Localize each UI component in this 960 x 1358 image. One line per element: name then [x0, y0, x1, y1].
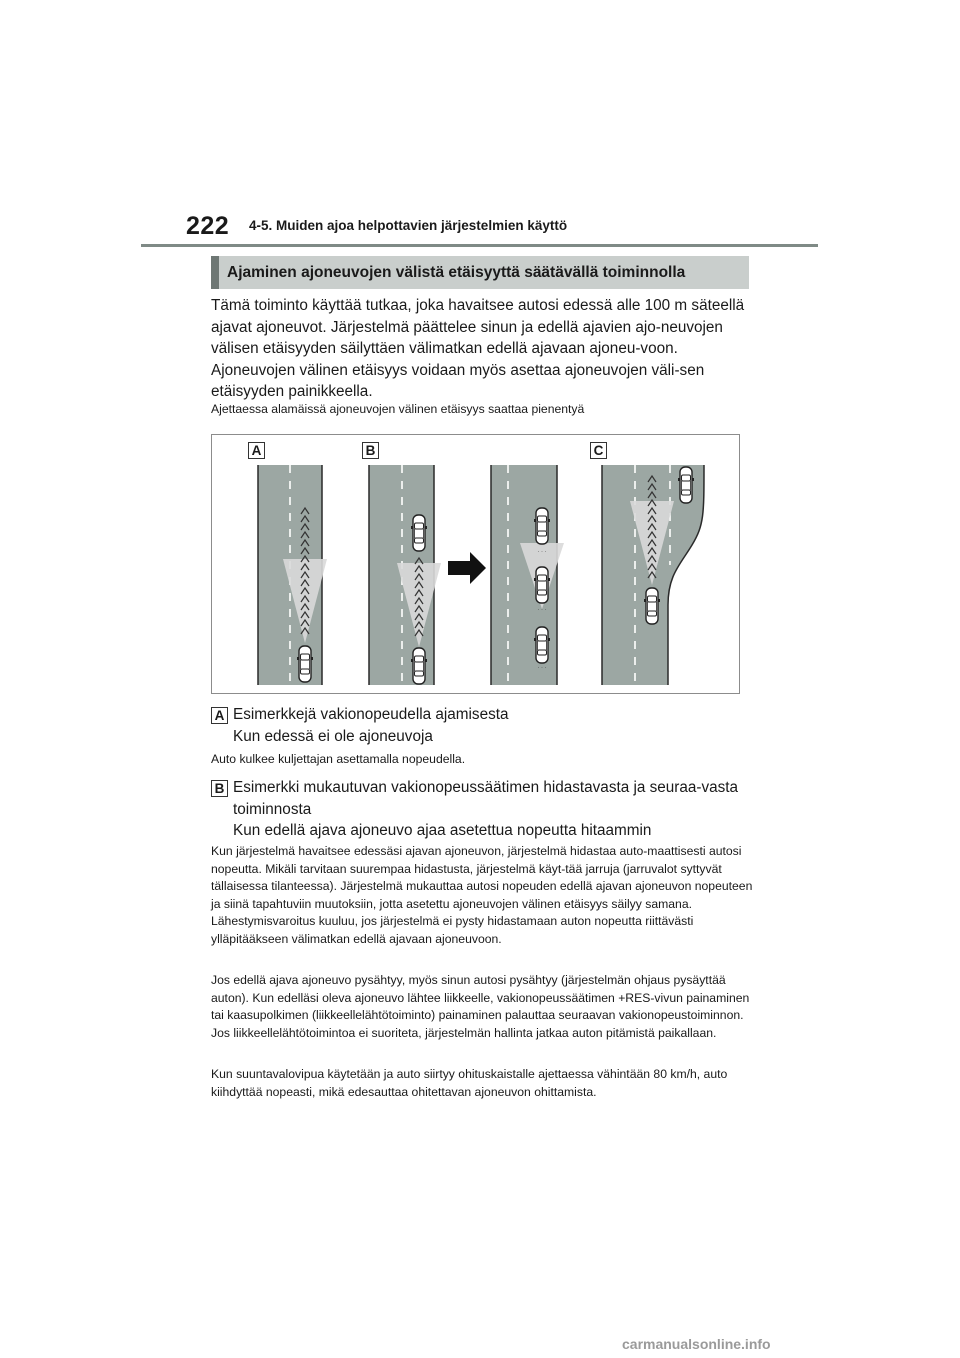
own-car-b2 — [534, 567, 550, 603]
section-heading-text: Ajaminen ajoneuvojen välistä etäisyyttä säätävällä toiminnolla — [227, 263, 686, 281]
illustration-figure — [211, 434, 740, 694]
own-car-b1 — [411, 648, 427, 684]
overtaken-car-c — [678, 467, 694, 503]
lane-b-before — [369, 465, 441, 685]
item-a-subtitle: Kun edessä ei ole ajoneuvoja — [233, 727, 433, 745]
item-a-badge: A — [211, 707, 228, 724]
following-car-b2 — [534, 627, 550, 663]
paragraph-stop-start: Jos edellä ajava ajoneuvo pysähtyy, myös sinun autosi pysähtyy (järjestelmän ohjaus pysäyttää auton). Kun edelläsi oleva ajoneuvo lähtee liikkeelle, vakionopeussäätimen +RES-vivun painaminen tai kaasupolkimen (liikkeellelähtötoiminto) painaminen palauttaa seuraavan vakionopeustoiminnon. Jos liikkeellelähtötoimintoa ei suoriteta, järjestelmän hallinta jatkaa auton pitämistä paikallaan. — [211, 973, 750, 1040]
downhill-note: Ajettaessa alamäissä ajoneuvojen välinen etäisyys saattaa pienentyä — [211, 402, 585, 416]
figure-label-c: C — [590, 442, 607, 459]
own-car-a — [297, 646, 313, 682]
paragraph-deceleration: Kun järjestelmä havaitsee edessäsi ajavan ajoneuvon, järjestelmä hidastaa auto-maattisesti autosi nopeutta. Mikäli tarvitaan suurempaa hidastusta, järjestelmä käyt-tää jarruja (jarruvalot syttyvät tällaisessa tilanteessa). Järjestelmä mukauttaa autosi nopeuden edellä ajavan ajoneuvon nopeuteen ja siinä tapahtuviin muutoksiin, jotta asetettu ajoneuvojen välinen etäisyys säilyy samana. Lähestymisvaroitus kuuluu, jos järjestelmä ei pysty hidastamaan auton nopeutta riittävästi ylläpitääkseen välimatkan edellä ajavaan ajoneuvoon. — [211, 844, 753, 946]
transition-arrow — [448, 552, 486, 584]
item-a-note: Auto kulkee kuljettajan asettamalla nopeudella. — [211, 752, 466, 766]
section-heading — [211, 256, 749, 289]
lead-car-b2 — [534, 508, 550, 544]
header-divider — [141, 244, 818, 247]
item-b-badge: B — [211, 780, 228, 797]
section-title: 4-5. Muiden ajoa helpottavien järjestelmien käyttö — [249, 218, 568, 233]
svg-text:· · ·: · · · — [537, 665, 547, 671]
watermark: carmanualsonline.info — [622, 1336, 771, 1352]
svg-text:· · ·: · · · — [537, 549, 547, 555]
item-a-title: Esimerkkejä vakionopeudella ajamisesta — [233, 706, 509, 723]
item-b-title: Esimerkki mukautuvan vakionopeussäätimen hidastavasta ja seuraa-vasta toiminnosta — [233, 779, 739, 818]
own-car-c — [644, 588, 660, 624]
page-number: 222 — [186, 212, 230, 240]
figure-label-b: B — [362, 442, 379, 459]
intro-paragraph: Tämä toiminto käyttää tutkaa, joka havaitsee autosi edessä alle 100 m säteellä ajavat ajoneuvot. Järjestelmä päättelee sinun ja edellä ajavien ajo-neuvojen välisen etäisyyden säilyttäen välimatkan edellä ajavaan ajoneu-voon. Ajoneuvojen välinen etäisyys voidaan myös asettaa ajoneuvojen väli-sen etäisyyden painikkeella. — [211, 297, 745, 401]
lane-c — [602, 465, 704, 685]
lane-b-after — [491, 465, 564, 685]
item-b-subtitle: Kun edellä ajava ajoneuvo ajaa asetettua nopeutta hitaammin — [233, 822, 652, 840]
lead-car-b1 — [411, 515, 427, 551]
figure-label-a: A — [248, 442, 265, 459]
paragraph-overtake: Kun suuntavalovipua käytetään ja auto siirtyy ohituskaistalle ajettaessa vähintään 80 km/h, auto kiihdyttää nopeasti, mikä edesauttaa ohitettavan ajoneuvon ohittamista. — [211, 1067, 728, 1099]
item-a — [233, 704, 753, 747]
svg-text:· · ·: · · · — [537, 607, 547, 613]
road-illustration — [212, 435, 741, 695]
item-b — [233, 777, 753, 842]
lane-a — [258, 465, 327, 685]
